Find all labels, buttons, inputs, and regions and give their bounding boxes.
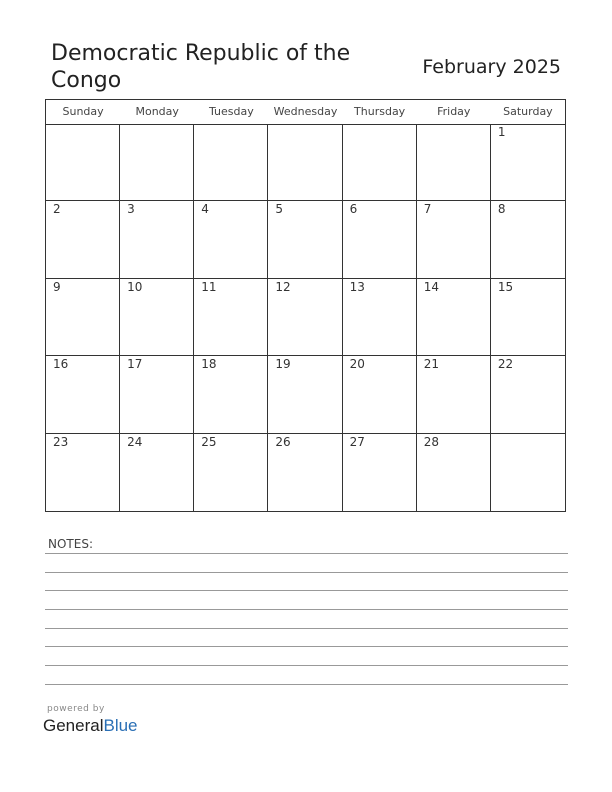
day-number: 19 [275,357,291,372]
day-cell [343,434,417,511]
day-number: 21 [423,357,439,372]
day-number: 6 [349,202,358,217]
calendar-month: February 2025 [422,56,561,78]
weekday-thursday: Thursday [354,105,406,118]
notes-label: NOTES: [48,537,93,551]
day-cell [343,124,417,201]
note-line [45,572,568,573]
powered-by-text: powered by [47,704,105,714]
day-cell [491,201,565,278]
day-number: 2 [53,202,61,217]
day-cell [417,124,491,201]
day-cell [491,279,565,356]
day-number: 23 [53,434,69,449]
day-number: 20 [349,357,365,372]
note-line [45,609,568,610]
day-number: 12 [275,279,291,294]
calendar-grid [45,99,566,512]
day-number: 4 [201,202,209,217]
day-cell [343,356,417,433]
weekday-friday: Friday [437,105,471,118]
day-number: 13 [349,279,365,294]
day-number: 3 [127,202,135,217]
note-line [45,628,568,629]
day-cell [491,434,565,511]
day-cell [343,279,417,356]
day-cell [46,201,120,278]
day-cell [46,356,120,433]
day-cell [417,279,491,356]
day-number: 22 [497,357,514,372]
day-number: 17 [127,357,143,372]
day-cell [194,279,268,356]
day-cell [194,124,268,201]
day-number: 18 [201,357,217,372]
weekday-sunday: Sunday [62,105,104,118]
day-cell [491,124,565,201]
day-cell [268,356,342,433]
note-line [45,646,568,647]
day-cell [120,356,194,433]
note-line [45,665,568,666]
calendar-title: Democratic Republic of the Congo [51,41,351,93]
day-cell [120,201,194,278]
day-number: 25 [201,434,217,449]
weekday-saturday: Saturday [503,105,553,118]
day-number: 26 [275,434,291,449]
day-cell [120,279,194,356]
day-number: 10 [127,279,143,294]
day-cell [194,356,268,433]
day-number: 16 [53,357,69,372]
brand-blue: Blue [103,716,138,735]
day-number: 28 [423,434,439,449]
day-cell [417,434,491,511]
day-number: 15 [497,279,514,294]
weekday-header-row [46,100,565,125]
note-line [45,590,568,591]
weekday-wednesday: Wednesday [273,105,338,118]
day-cell [46,434,120,511]
day-cell [194,201,268,278]
weekday-tuesday: Tuesday [208,105,254,118]
day-cell [491,356,565,433]
generalblue-logo[interactable] [43,716,138,736]
day-number: 11 [201,279,217,294]
day-cell [268,434,342,511]
weekday-monday: Monday [135,105,179,118]
day-cells [46,124,565,511]
day-number: 7 [423,202,432,217]
day-number: 14 [423,279,439,294]
note-line [45,684,568,685]
day-number: 9 [53,279,61,294]
day-cell [417,356,491,433]
day-cell [120,434,194,511]
day-cell [268,124,342,201]
day-cell [46,124,120,201]
day-cell [268,279,342,356]
day-cell [46,279,120,356]
day-number: 1 [497,125,506,139]
note-line [45,553,568,554]
day-number: 27 [349,434,365,449]
day-cell [194,434,268,511]
day-number: 5 [275,202,284,217]
day-cell [417,201,491,278]
day-cell [268,201,342,278]
day-cell [343,201,417,278]
day-number: 8 [497,202,506,217]
day-number: 24 [127,434,143,449]
brand-general: General [43,716,104,735]
day-cell [120,124,194,201]
